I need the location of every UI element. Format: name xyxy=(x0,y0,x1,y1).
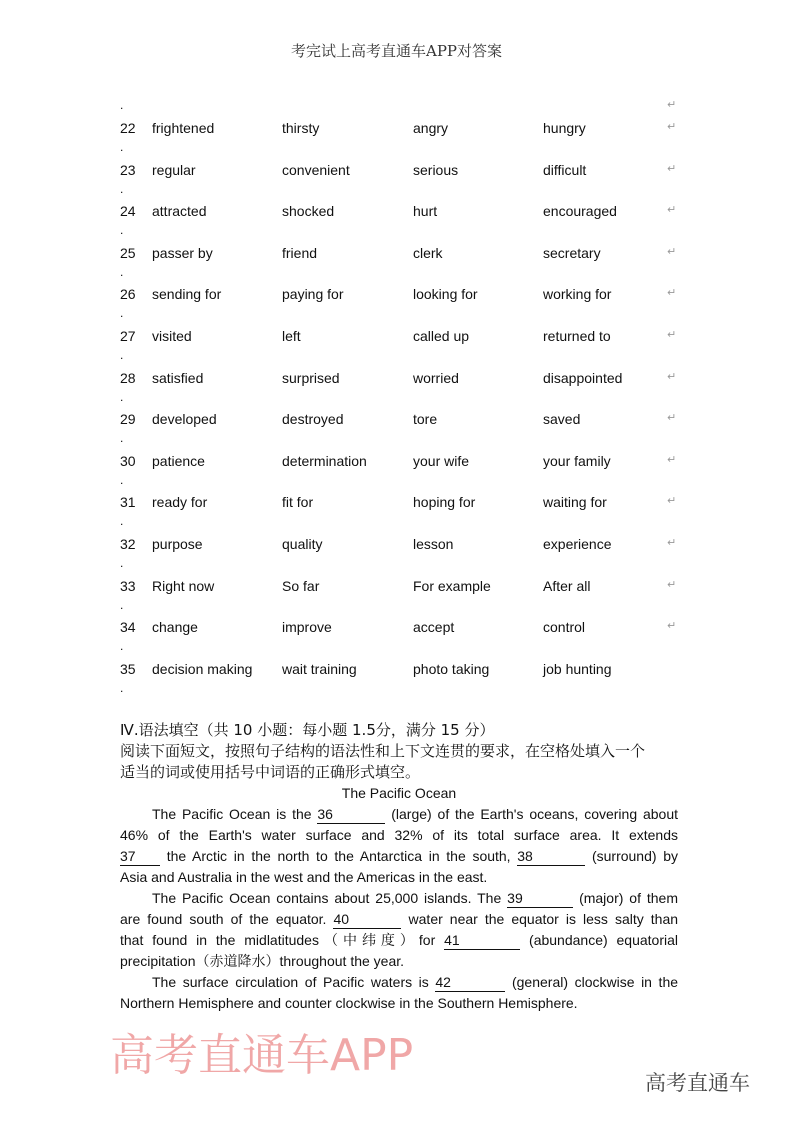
option-c: clerk xyxy=(413,244,443,261)
paragraph-mark: . xyxy=(120,98,124,112)
question-number: 30 xyxy=(120,452,136,469)
option-b: improve xyxy=(282,619,332,636)
passage-line xyxy=(152,804,678,825)
return-mark-icon: ↵ xyxy=(667,620,677,633)
text: (large) of the Earth's oceans, covering about xyxy=(391,806,678,822)
passage-title: The Pacific Ocean xyxy=(341,785,457,801)
question-number: 35 xyxy=(120,660,136,677)
option-row xyxy=(0,453,793,473)
option-c: angry xyxy=(413,120,449,136)
brand-logo-text: 高考直通车 xyxy=(645,1071,750,1095)
watermark: 高考直通车APP xyxy=(110,1030,414,1081)
option-d: your family xyxy=(543,452,611,469)
option-row xyxy=(0,162,793,182)
instructions-line-2: 适当的词或使用括号中词语的正确形式填空。 xyxy=(120,763,421,781)
option-c: lesson xyxy=(413,536,454,552)
text: (general) clockwise in the xyxy=(511,974,679,990)
option-c: For example xyxy=(413,577,491,594)
question-number: 33 xyxy=(120,577,136,594)
text: The Pacific Ocean contains about 25,000 islands. The xyxy=(152,890,502,906)
option-d: returned to xyxy=(543,328,611,344)
option-d: hungry xyxy=(543,120,586,136)
option-a: ready for xyxy=(152,494,208,511)
option-d: After all xyxy=(543,577,591,594)
option-row xyxy=(0,411,793,431)
paragraph-mark: . xyxy=(120,597,124,612)
paragraph-mark: . xyxy=(120,680,124,695)
option-row xyxy=(0,286,793,306)
option-row xyxy=(0,578,793,598)
section-heading: Ⅳ.语法填空（共 10 小题：每小题 1.5分，满分 15 分） xyxy=(120,721,495,739)
return-mark-icon: ↵ xyxy=(667,329,677,341)
option-a: sending for xyxy=(152,286,222,303)
option-b: determination xyxy=(282,452,367,469)
option-c: your wife xyxy=(413,452,470,469)
option-row xyxy=(0,203,793,223)
return-mark-icon: ↵ xyxy=(667,453,677,466)
return-mark-icon: ↵ xyxy=(667,204,677,217)
blank-40: 40 xyxy=(333,911,401,929)
text: (surround) by xyxy=(591,848,679,864)
paragraph-mark: . xyxy=(120,556,124,570)
paragraph-mark: . xyxy=(120,389,124,404)
return-mark-icon: ↵ xyxy=(667,495,677,508)
return-mark-icon: ↵ xyxy=(667,537,677,549)
question-number: 29 xyxy=(120,411,136,428)
option-row xyxy=(0,370,793,390)
text: that found in the midlatitudes（中纬度）for xyxy=(120,932,436,948)
option-d: difficult xyxy=(543,161,587,178)
paragraph-mark: . xyxy=(120,140,124,154)
option-a: frightened xyxy=(152,120,215,136)
option-row xyxy=(0,245,793,265)
option-b: convenient xyxy=(282,161,350,178)
option-c: photo taking xyxy=(413,660,490,677)
option-row xyxy=(0,120,793,140)
option-d: experience xyxy=(543,536,612,552)
paragraph-mark: . xyxy=(120,306,124,321)
return-mark-icon: ↵ xyxy=(667,287,677,300)
blank-36: 36 xyxy=(317,806,385,824)
option-b: So far xyxy=(282,577,320,594)
question-number: 24 xyxy=(120,203,136,220)
text: are found south of the equator. xyxy=(120,911,327,927)
question-number: 26 xyxy=(120,286,136,303)
passage-line: precipitation（赤道降水）throughout the year. xyxy=(120,953,405,969)
return-mark-icon: ↵ xyxy=(667,162,677,175)
passage-line xyxy=(120,930,678,951)
return-mark-icon: ↵ xyxy=(667,370,677,383)
option-row xyxy=(0,536,793,556)
option-row xyxy=(0,619,793,639)
text: the Arctic in the north to the Antarctica in the south, xyxy=(166,848,511,864)
option-d: encouraged xyxy=(543,203,617,220)
option-c: hoping for xyxy=(413,494,476,511)
option-b: friend xyxy=(282,244,318,261)
passage-line xyxy=(152,972,678,993)
return-mark-icon: ↵ xyxy=(667,578,677,591)
blank-39: 39 xyxy=(507,890,573,908)
option-c: serious xyxy=(413,161,459,178)
question-number: 28 xyxy=(120,369,136,386)
option-a: patience xyxy=(152,452,205,469)
option-b: wait training xyxy=(282,660,357,677)
option-b: quality xyxy=(282,536,323,552)
option-a: attracted xyxy=(152,203,207,220)
return-mark-icon: ↵ xyxy=(667,121,677,133)
question-number: 27 xyxy=(120,328,136,344)
text: The surface circulation of Pacific waters is xyxy=(152,974,429,990)
instructions-line-1: 阅读下面短文，按照句子结构的语法性和上下文连贯的要求，在空格处填入一个 xyxy=(120,742,646,760)
paragraph-mark: . xyxy=(120,472,124,487)
question-number: 31 xyxy=(120,494,136,511)
blank-37: 37 xyxy=(120,848,160,866)
text: (major) of them xyxy=(579,890,678,906)
blank-38: 38 xyxy=(517,848,585,866)
question-number: 32 xyxy=(120,536,136,552)
paragraph-mark: . xyxy=(120,639,124,654)
option-b: fit for xyxy=(282,494,314,511)
option-d: working for xyxy=(543,286,612,303)
passage-line: Northern Hemisphere and counter clockwise in the Southern Hemisphere. xyxy=(120,995,578,1011)
option-b: thirsty xyxy=(282,120,320,136)
blank-42: 42 xyxy=(435,974,505,992)
return-mark-icon: ↵ xyxy=(667,245,677,258)
passage-line: 46% of the Earth's water surface and 32% of its total surface area. It extends xyxy=(120,827,678,843)
return-mark-icon: ↵ xyxy=(667,412,677,425)
option-d: control xyxy=(543,619,586,636)
question-number: 22 xyxy=(120,120,136,136)
passage-line xyxy=(120,909,678,930)
option-a: passer by xyxy=(152,244,213,261)
return-mark-icon: ↵ xyxy=(667,99,677,111)
text: (abundance) equatorial xyxy=(529,932,679,948)
option-a: purpose xyxy=(152,536,203,552)
text: The Pacific Ocean is the xyxy=(152,806,312,822)
question-number: 34 xyxy=(120,619,136,636)
paragraph-mark: . xyxy=(120,348,124,362)
option-c: tore xyxy=(413,411,438,428)
paragraph-mark: . xyxy=(120,514,124,529)
page-header: 考完试上高考直通车APP对答案 xyxy=(290,42,503,60)
passage-line: Asia and Australia in the west and the Americas in the east. xyxy=(120,869,488,885)
option-c: called up xyxy=(413,328,470,344)
paragraph-mark: . xyxy=(120,264,124,279)
option-row xyxy=(0,661,793,681)
option-row xyxy=(0,494,793,514)
passage-line xyxy=(152,888,678,909)
option-a: visited xyxy=(152,328,192,344)
option-c: looking for xyxy=(413,286,478,303)
option-row xyxy=(0,328,793,348)
option-c: hurt xyxy=(413,203,438,220)
question-number: 25 xyxy=(120,244,136,261)
option-a: developed xyxy=(152,411,217,428)
option-c: worried xyxy=(413,369,459,386)
option-b: left xyxy=(282,328,301,344)
option-c: accept xyxy=(413,619,455,636)
option-b: paying for xyxy=(282,286,344,303)
option-b: shocked xyxy=(282,203,335,220)
option-d: secretary xyxy=(543,244,601,261)
text: water near the equator is less salty than xyxy=(408,911,679,927)
option-a: decision making xyxy=(152,660,253,677)
blank-41: 41 xyxy=(444,932,520,950)
option-b: surprised xyxy=(282,369,340,386)
passage-line xyxy=(120,846,678,867)
option-d: job hunting xyxy=(543,660,612,677)
option-b: destroyed xyxy=(282,411,344,428)
option-a: change xyxy=(152,619,198,636)
question-number: 23 xyxy=(120,161,136,178)
option-a: regular xyxy=(152,161,196,178)
option-d: saved xyxy=(543,411,581,428)
paragraph-mark: . xyxy=(120,223,124,238)
paragraph-mark: . xyxy=(120,431,124,446)
option-d: waiting for xyxy=(543,494,607,511)
paragraph-mark: . xyxy=(120,181,124,196)
option-a: Right now xyxy=(152,577,215,594)
option-a: satisfied xyxy=(152,369,204,386)
option-d: disappointed xyxy=(543,369,623,386)
